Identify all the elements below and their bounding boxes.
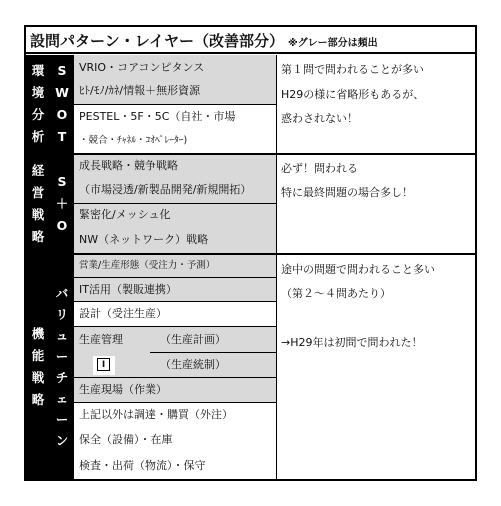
sublabel-char: ュ xyxy=(55,328,69,343)
divider xyxy=(74,104,276,105)
note-line: 途中の問題で問われること多い xyxy=(281,263,435,276)
item-growth-strategy: 成長戦略・競争戦略 xyxy=(79,159,178,172)
sublabel-char: ェ xyxy=(55,391,69,406)
label-char: 経 xyxy=(31,163,45,178)
label-char: 戦 xyxy=(31,207,45,222)
sublabel-char: O xyxy=(56,107,68,122)
item-pestel: PESTEL・5F・5C（自社・市場 xyxy=(79,110,236,123)
page-title xyxy=(30,30,378,51)
item-ansoff: （市場浸透/新製品開発/新規開拓） xyxy=(79,183,252,196)
divider xyxy=(74,277,276,278)
note-line: 特に最終問題の場合多し！ xyxy=(281,186,413,199)
divider xyxy=(150,352,276,353)
section-label-functional xyxy=(26,255,50,479)
sublabel-s-plus-o xyxy=(50,155,74,253)
section-label-strategy xyxy=(26,155,50,253)
item-procurement: 上記以外は調達・購買（外注） xyxy=(79,408,233,421)
item-sales-production-form: 営業/生産形態（受注力・予測） xyxy=(79,260,216,271)
item-design: 設計（受注生産） xyxy=(79,307,167,320)
label-char: 機 xyxy=(31,326,45,341)
item-resources: ﾋﾄ/ﾓﾉ/ｶﾈ/情報＋無形資源 xyxy=(79,84,201,97)
item-shop-floor: 生産現場（作業） xyxy=(79,383,167,396)
item-maintenance: 保全（設備）・在庫 xyxy=(79,433,173,446)
item-vrio: VRIO・コアコンピタンス xyxy=(79,61,205,74)
note-line: →H29年は初問で問われた！ xyxy=(281,336,423,349)
sublabel-char: ン xyxy=(55,433,69,448)
label-char: 戦 xyxy=(31,370,45,385)
label-char: 能 xyxy=(31,348,45,363)
label-char: 環 xyxy=(31,63,45,78)
item-production-control: （生産統制） xyxy=(160,358,226,371)
sublabel-char: チ xyxy=(55,370,69,385)
label-char: 境 xyxy=(31,85,45,100)
note-line: 必ず！問われる xyxy=(281,162,358,175)
note-line: H29の様に省略形もあるが、 xyxy=(281,88,425,101)
item-production-planning: （生産計画） xyxy=(160,333,226,346)
sublabel-char: O xyxy=(56,218,68,233)
sublabel-char: S xyxy=(57,63,67,78)
label-char: 分 xyxy=(31,107,45,122)
item-production-management: 生産管理 xyxy=(79,333,123,346)
title-note: ※グレー部分は頻出 xyxy=(287,38,378,49)
divider xyxy=(74,326,276,327)
sublabel-value-chain xyxy=(50,255,74,479)
note-line: 第１問で問われることが多い xyxy=(281,63,424,76)
checkbox-icon: I xyxy=(97,358,110,371)
sublabel-char: ー xyxy=(55,349,69,364)
sublabel-char: ＋ xyxy=(55,196,69,211)
item-competitors: ・競合・ﾁｬﾈﾙ・ｺｵﾍﾟﾚｰﾀｰ) xyxy=(79,135,188,146)
note-line: 惑わされない！ xyxy=(281,112,358,125)
item-network-strategy: NW（ネットワーク）戦略 xyxy=(79,233,209,246)
section-label-environment xyxy=(26,55,50,153)
sublabel-swot xyxy=(50,55,74,153)
sublabel-char: リ xyxy=(55,307,69,322)
divider xyxy=(74,203,276,204)
label-char: 略 xyxy=(31,392,45,407)
label-char: 析 xyxy=(31,129,45,144)
sublabel-char: ー xyxy=(55,412,69,427)
sublabel-char: W xyxy=(55,85,69,100)
divider xyxy=(74,301,276,302)
divider xyxy=(74,377,276,378)
sublabel-char: T xyxy=(57,129,67,144)
column-divider xyxy=(276,55,277,479)
sublabel-char: S xyxy=(57,174,67,189)
item-inspection-shipping: 検査・出荷（物流）・保守 xyxy=(79,459,206,472)
note-line: （第２～４問あたり） xyxy=(281,287,391,300)
title-main: 設問パターン・レイヤー（改善部分） xyxy=(30,32,284,50)
sublabel-char: バ xyxy=(55,286,69,301)
label-char: 営 xyxy=(31,185,45,200)
item-mesh: 緊密化/メッシュ化 xyxy=(79,208,171,221)
divider xyxy=(74,402,276,403)
item-it-utilization: IT活用（製販連携） xyxy=(79,283,177,296)
label-char: 略 xyxy=(31,229,45,244)
